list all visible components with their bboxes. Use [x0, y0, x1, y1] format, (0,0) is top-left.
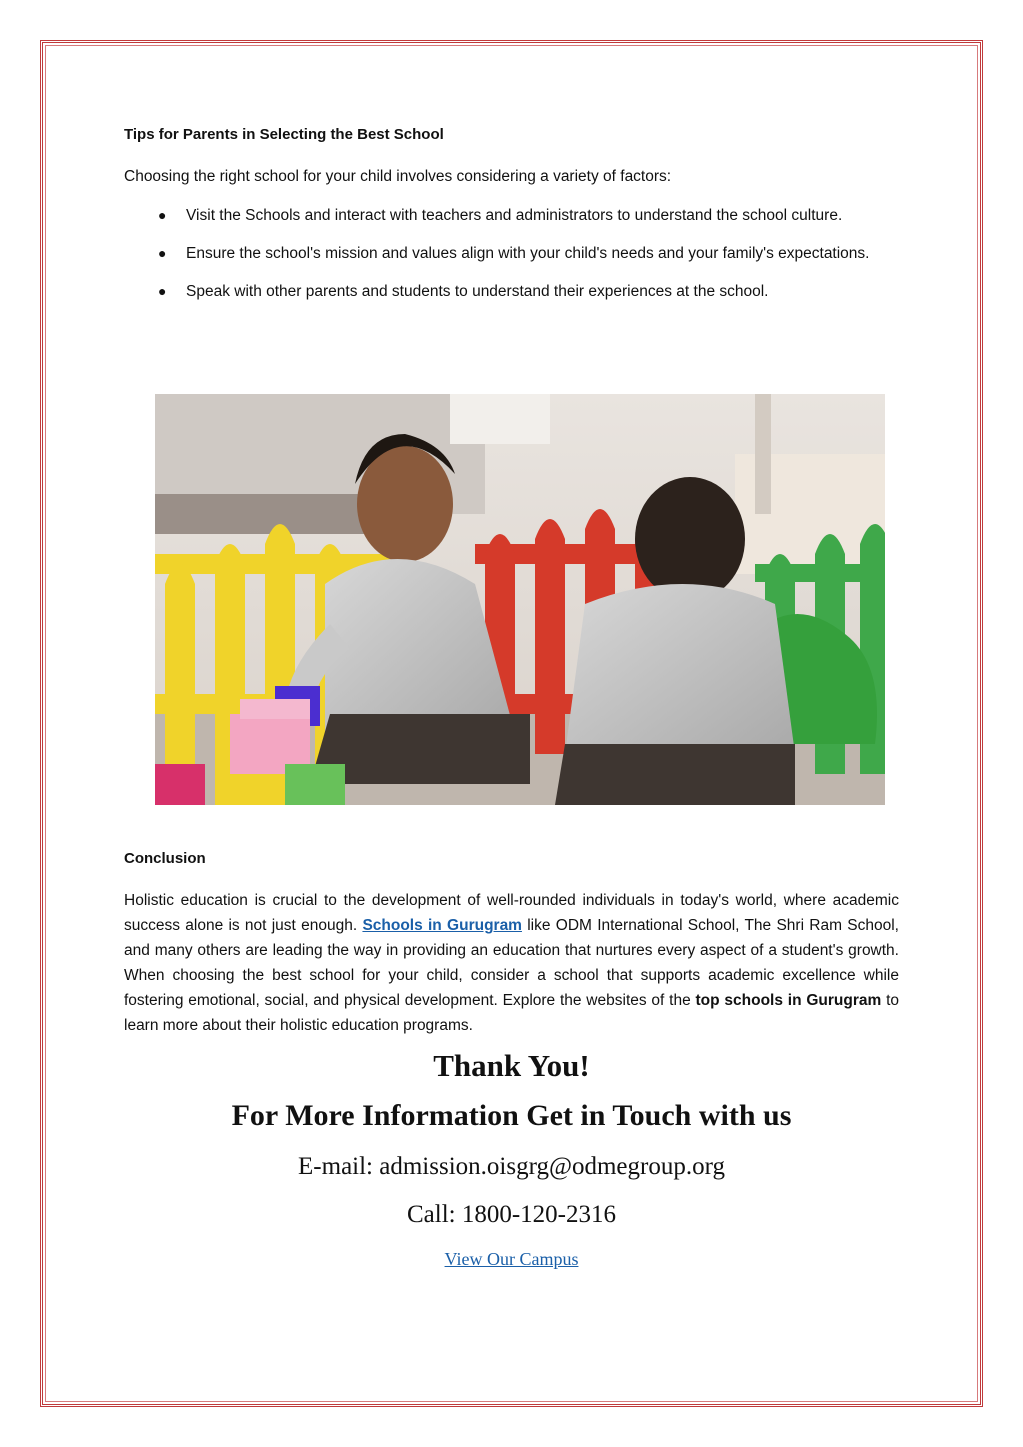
more-info-heading: For More Information Get in Touch with us [231, 1099, 792, 1132]
schools-in-gurugram-link[interactable]: Schools in Gurugram [362, 917, 522, 934]
thank-you-heading: Thank You! [433, 1048, 590, 1083]
conclusion-paragraph: Holistic education is crucial to the development of well-rounded individuals in today's world, where academic success alone is not just enough. Schools in Gurugram like ODM International School, The Shri Ram School, and many others are leading the way in providing an education that nurtures every aspect of a student's growth. When choosing the best school for your child, consider a school that supports academic excellence while fostering emotional, social, and physical development. Explore the websites of the top schools in Gurugram to learn more about their holistic education programs. [124, 892, 900, 1034]
conclusion-heading: Conclusion [124, 850, 206, 867]
children-playing-photo [155, 394, 885, 805]
phone-text: Call: 1800-120-2316 [406, 1201, 616, 1228]
top-schools-bold-text: top schools in Gurugram [695, 992, 882, 1009]
list-item: ● Visit the Schools and interact with teachers and administrators to understand the school culture. [124, 203, 899, 228]
campus-link-container [124, 1249, 899, 1270]
tips-intro: Choosing the right school for your child involves considering a variety of factors: [124, 168, 672, 185]
list-item: ● Ensure the school's mission and values align with your child's needs and your family's expectations. [124, 241, 899, 266]
conclusion-section [124, 848, 899, 1050]
tips-section [124, 124, 899, 317]
tips-heading: Tips for Parents in Selecting the Best School [124, 126, 444, 143]
bullet-icon: ● [158, 245, 167, 261]
list-item: ● Speak with other parents and students to understand their experiences at the school. [124, 279, 899, 304]
bullet-icon: ● [158, 283, 167, 299]
email-text: E-mail: admission.oisgrg@odmegroup.org [298, 1153, 725, 1180]
view-campus-link[interactable]: View Our Campus [444, 1249, 579, 1269]
bullet-icon: ● [158, 207, 167, 223]
tips-list [124, 203, 899, 304]
